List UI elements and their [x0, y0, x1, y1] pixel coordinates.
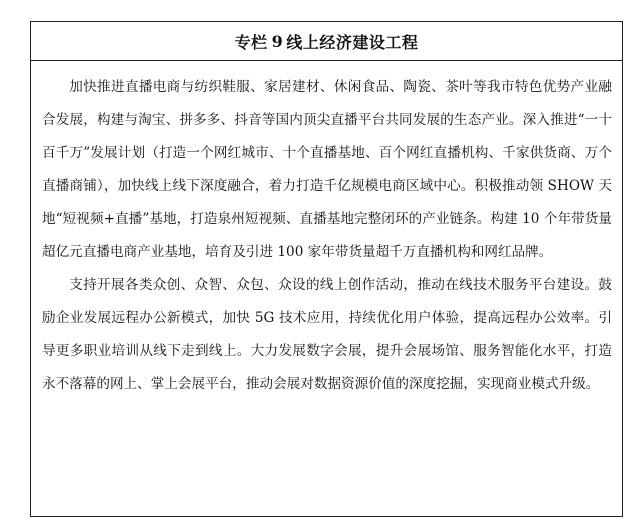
- paragraph-online-services: 支持开展各类众创、众智、众包、众设的线上创作活动，推动在线技术服务平台建设。鼓励企业发展远程办公新模式，加快 5G 技术应用，持续优化用户体验，提高远程办公效率。引导更多职业培训从线下走到线上。大力发展数字会展，提升会展场馆、服务智能化水平，打造永不落幕的网上、掌上会展平台，推动会展对数据资源价值的深度挖掘，实现商业模式升级。: [42, 277, 612, 392]
- paragraph-live-commerce: 加快推进直播电商与纺织鞋服、家居建材、休闲食品、陶瓷、茶叶等我市特色优势产业融合发展，构建与淘宝、拼多多、抖音等国内顶尖直播平台共同发展的生态产业。深入推进“一十百千万”发展计划（打造一个网红城市、十个直播基地、百个网红直播机构、千家供货商、万个直播商铺），加快线上线下深度融合，着力打造千亿规模电商区域中心。积极推动领 SHOW 天地“短视频+直播”基地，打造泉州短视频、直播基地完整闭环的产业链条。构建 10 个年带货量超亿元直播电商产业基地，培育及引进 100 家年带货量超千万直播机构和网红品牌。: [42, 79, 612, 260]
- column-label: 专栏: [234, 32, 268, 52]
- column-body: [31, 71, 622, 401]
- column-box: [30, 21, 623, 517]
- column-title: 线上经济建设工程: [286, 32, 419, 52]
- column-header: [31, 22, 622, 61]
- column-number: 9: [271, 31, 284, 51]
